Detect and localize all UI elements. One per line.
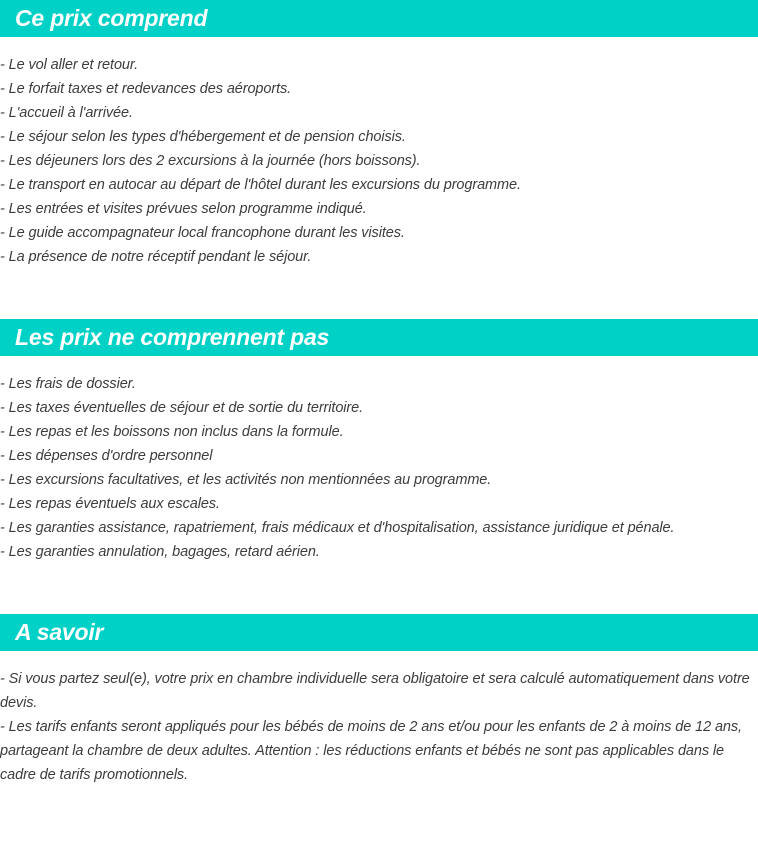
list-item: - La présence de notre réceptif pendant le séjour. (0, 249, 312, 265)
good-to-know-section (0, 614, 758, 787)
info-paragraph: - Les tarifs enfants seront appliqués pour les bébés de moins de 2 ans et/ou pour les enfants de 2 à moins de 12 ans, partageant la chambre de deux adultes. Attention : les réductions enfants et bébés ne sont pas applicables dans le cadre de tarifs promotionnels. (0, 719, 742, 783)
included-list (0, 53, 758, 269)
list-item: - Le forfait taxes et redevances des aéroports. (0, 81, 292, 97)
list-item: - Les excursions facultatives, et les activités non mentionnées au programme. (0, 472, 492, 488)
excluded-header: Les prix ne comprennent pas (0, 319, 758, 356)
list-item: - Le vol aller et retour. (0, 57, 138, 73)
list-item: - Les entrées et visites prévues selon programme indiqué. (0, 201, 367, 217)
list-item: - Les dépenses d'ordre personnel (0, 448, 213, 464)
good-to-know-body (0, 667, 758, 787)
good-to-know-header: A savoir (0, 614, 758, 651)
included-header: Ce prix comprend (0, 0, 758, 37)
list-item: - Les taxes éventuelles de séjour et de sortie du territoire. (0, 400, 364, 416)
list-item: - L'accueil à l'arrivée. (0, 105, 133, 121)
list-item: - Les déjeuners lors des 2 excursions à la journée (hors boissons). (0, 153, 421, 169)
list-item: - Les repas éventuels aux escales. (0, 496, 220, 512)
included-section (0, 0, 758, 269)
list-item: - Les garanties assistance, rapatriement, frais médicaux et d'hospitalisation, assistance juridique et pénale. (0, 520, 675, 536)
list-item: - Le transport en autocar au départ de l'hôtel durant les excursions du programme. (0, 177, 521, 193)
list-item: - Le guide accompagnateur local francophone durant les visites. (0, 225, 405, 241)
info-paragraph: - Si vous partez seul(e), votre prix en chambre individuelle sera obligatoire et sera calculé automatiquement dans votre devis. (0, 671, 750, 711)
excluded-list (0, 372, 758, 564)
excluded-section (0, 319, 758, 564)
list-item: - Le séjour selon les types d'hébergement et de pension choisis. (0, 129, 406, 145)
list-item: - Les frais de dossier. (0, 376, 136, 392)
list-item: - Les garanties annulation, bagages, retard aérien. (0, 544, 320, 560)
list-item: - Les repas et les boissons non inclus dans la formule. (0, 424, 344, 440)
